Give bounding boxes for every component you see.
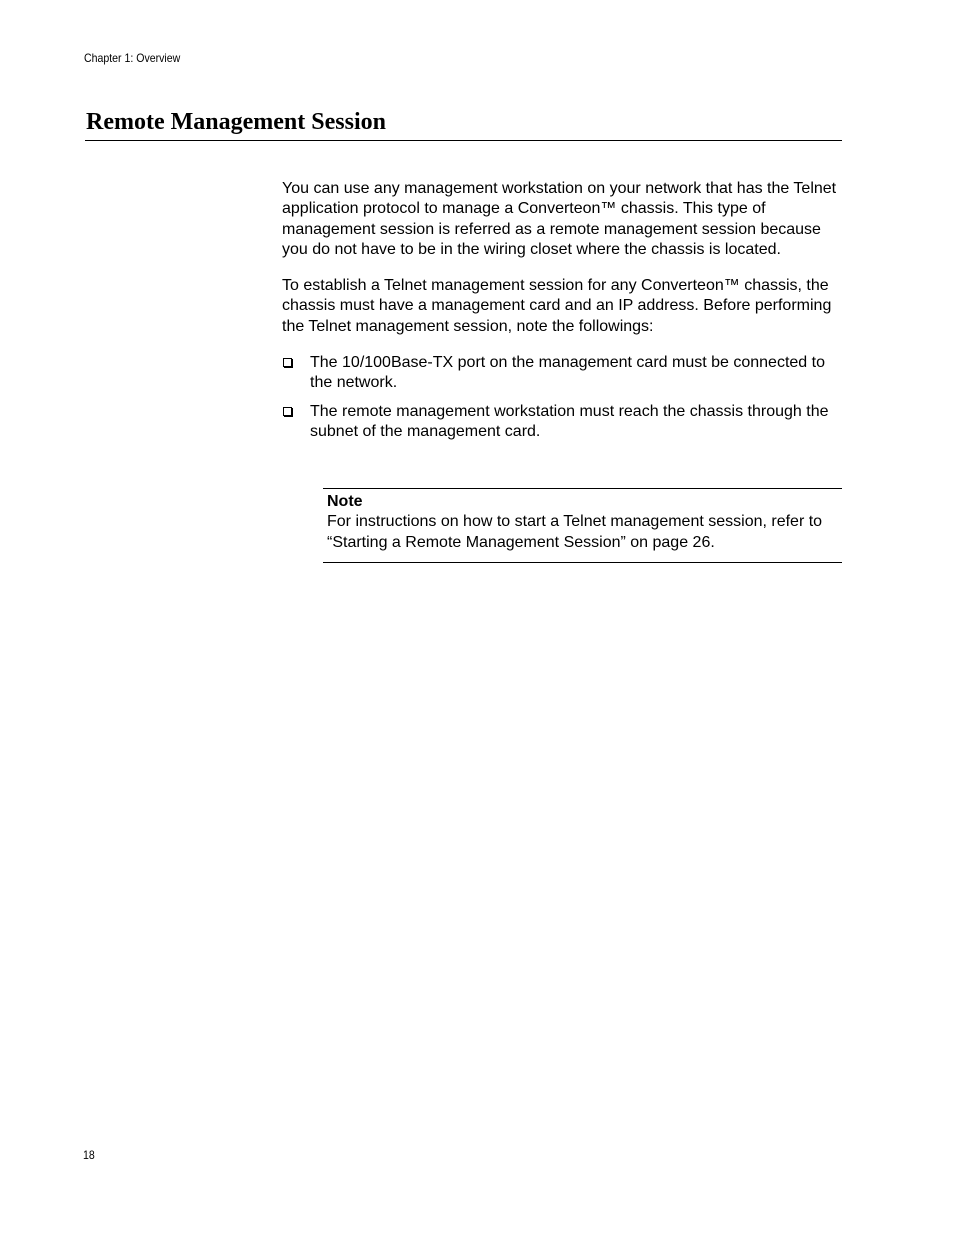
section-title: Remote Management Session — [86, 109, 386, 135]
list-item — [282, 353, 848, 394]
checkbox-bullet-icon — [283, 358, 292, 367]
running-header: Chapter 1: Overview — [84, 51, 181, 65]
checkbox-bullet-icon — [283, 407, 292, 416]
note-box — [323, 488, 842, 563]
list-item-text: The remote management workstation must reach the chassis through the subnet of the management card. — [310, 402, 829, 440]
page-number: 18 — [83, 1148, 95, 1162]
title-rule — [85, 140, 842, 141]
note-text: For instructions on how to start a Telnet management session, refer to “Starting a Remote Management Session” on page 26. — [327, 513, 823, 551]
list-item-text: The 10/100Base-TX port on the management card must be connected to the network. — [310, 354, 825, 392]
body-paragraph: To establish a Telnet management session for any Converteon™ chassis, the chassis must have a management card and an IP address. Before performing the Telnet management session, note the followings: — [282, 277, 832, 335]
note-heading: Note — [327, 493, 363, 510]
body-paragraph: You can use any management workstation on your network that has the Telnet application protocol to manage a Converteon™ chassis. This type of management session is referred as a remote management session because you do not have to be in the wiring closet where the chassis is located. — [282, 180, 837, 258]
list-item — [282, 402, 848, 443]
bullet-list — [282, 353, 848, 442]
body-content — [282, 179, 848, 450]
